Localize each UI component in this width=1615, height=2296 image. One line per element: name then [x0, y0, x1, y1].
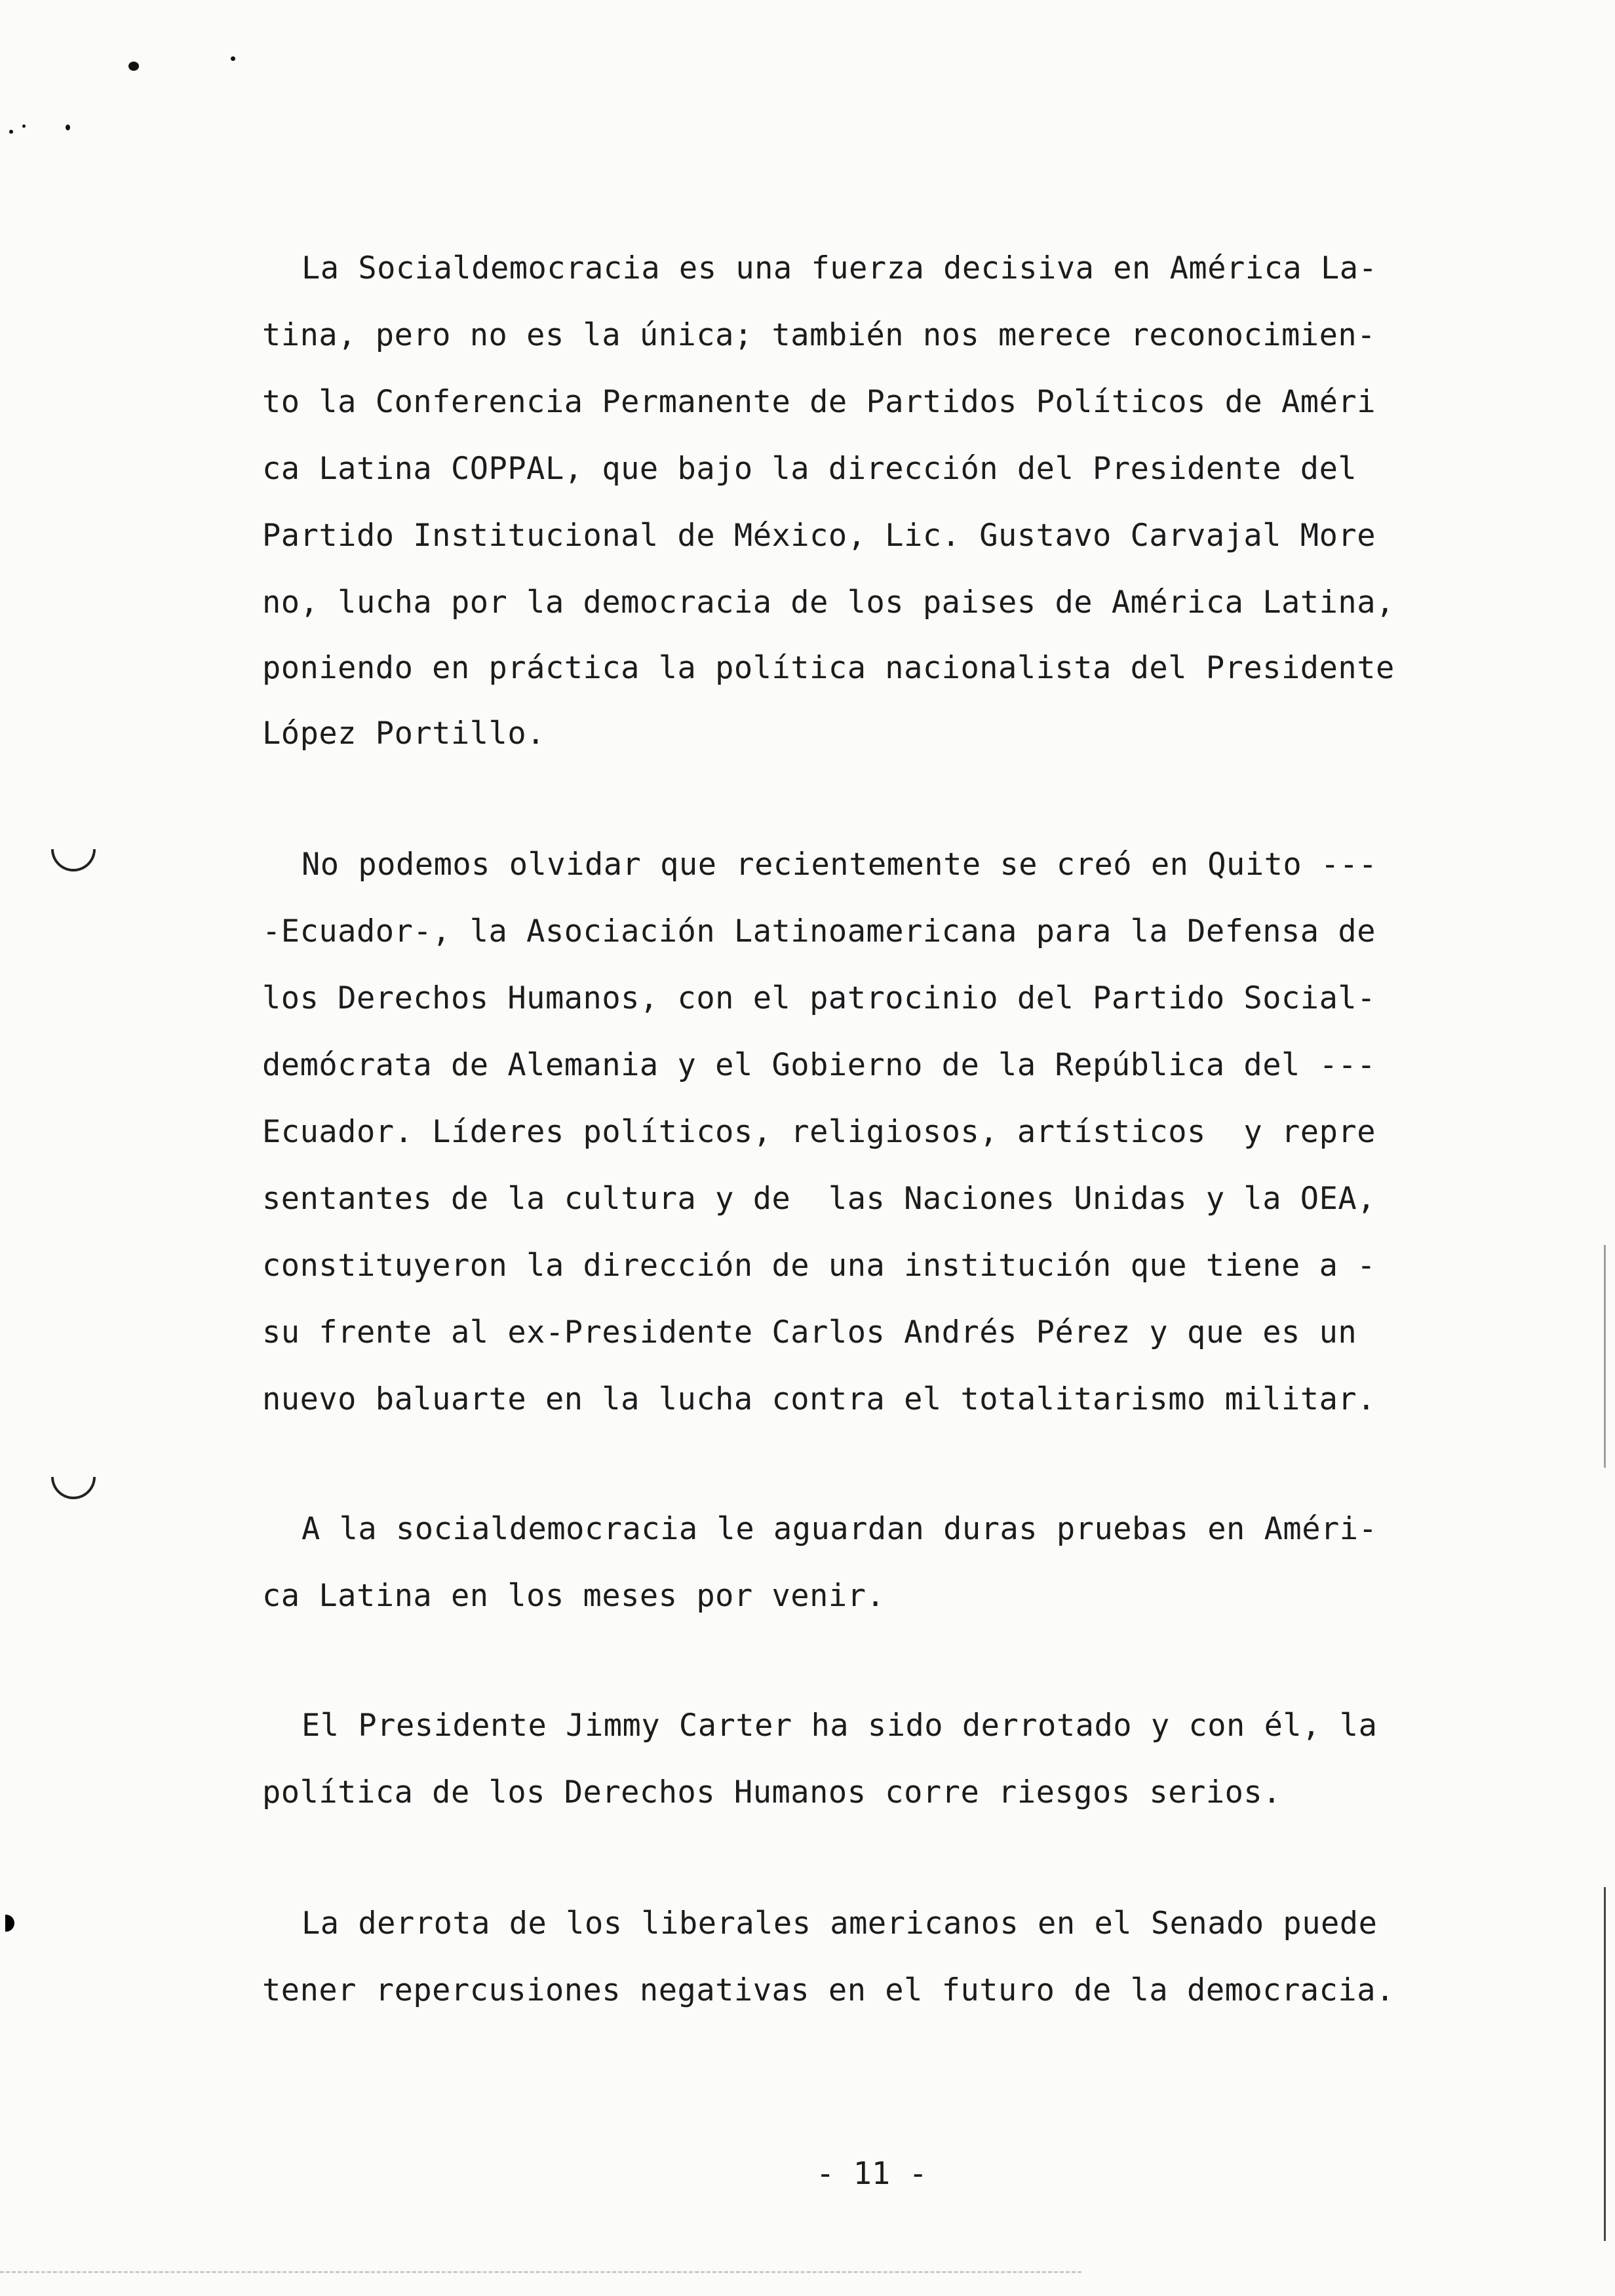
page-edge-line — [1604, 1887, 1606, 2241]
punch-hole-mark — [51, 849, 96, 871]
scan-speck — [231, 56, 235, 61]
scan-speck — [128, 62, 139, 71]
text-line: ca Latina en los meses por venir. — [262, 1578, 885, 1614]
text-line: Partido Institucional de México, Lic. Gustavo Carvajal More — [262, 518, 1376, 554]
text-line: López Portillo. — [262, 716, 545, 752]
text-line: No podemos olvidar que recientemente se creó en Quito --- — [302, 847, 1378, 883]
scan-noise — [0, 2271, 1081, 2274]
text-line: constituyeron la dirección de una institución que tiene a - — [262, 1248, 1376, 1284]
text-line: su frente al ex-Presidente Carlos Andrés Pérez y que es un — [262, 1314, 1357, 1350]
text-line: -Ecuador-, la Asociación Latinoamericana para la Defensa de — [262, 913, 1376, 949]
text-line: La derrota de los liberales americanos en el Senado puede — [302, 1905, 1378, 1942]
scan-speck — [5, 1915, 14, 1932]
text-line: A la socialdemocracia le aguardan duras pruebas en Améri- — [302, 1511, 1378, 1547]
text-line: poniendo en práctica la política nacionalista del Presidente — [262, 650, 1395, 686]
text-line: nuevo baluarte en la lucha contra el totalitarismo militar. — [262, 1381, 1376, 1417]
text-line: sentantes de la cultura y de las Naciones Unidas y la OEA, — [262, 1181, 1376, 1217]
text-line: los Derechos Humanos, con el patrocinio del Partido Social- — [262, 980, 1376, 1016]
text-line: El Presidente Jimmy Carter ha sido derrotado y con él, la — [302, 1708, 1378, 1744]
text-line: Ecuador. Líderes políticos, religiosos, artísticos y repre — [262, 1114, 1376, 1150]
scan-speck — [9, 130, 13, 134]
page-number: - 11 - — [816, 2156, 927, 2192]
text-line: tener repercusiones negativas en el futuro de la democracia. — [262, 1972, 1395, 2008]
text-line: La Socialdemocracia es una fuerza decisiva en América La- — [302, 250, 1378, 286]
text-line: política de los Derechos Humanos corre riesgos serios. — [262, 1774, 1282, 1810]
scan-speck — [22, 124, 26, 128]
text-line: no, lucha por la democracia de los paises de América Latina, — [262, 584, 1395, 621]
text-line: tina, pero no es la única; también nos merece reconocimien- — [262, 317, 1376, 353]
punch-hole-mark — [51, 1477, 96, 1499]
text-line: demócrata de Alemania y el Gobierno de la República del --- — [262, 1047, 1376, 1083]
text-line: to la Conferencia Permanente de Partidos Políticos de Améri — [262, 384, 1376, 420]
text-line: ca Latina COPPAL, que bajo la dirección del Presidente del — [262, 451, 1357, 487]
scan-speck — [66, 124, 70, 130]
page-edge-line — [1604, 1245, 1606, 1468]
